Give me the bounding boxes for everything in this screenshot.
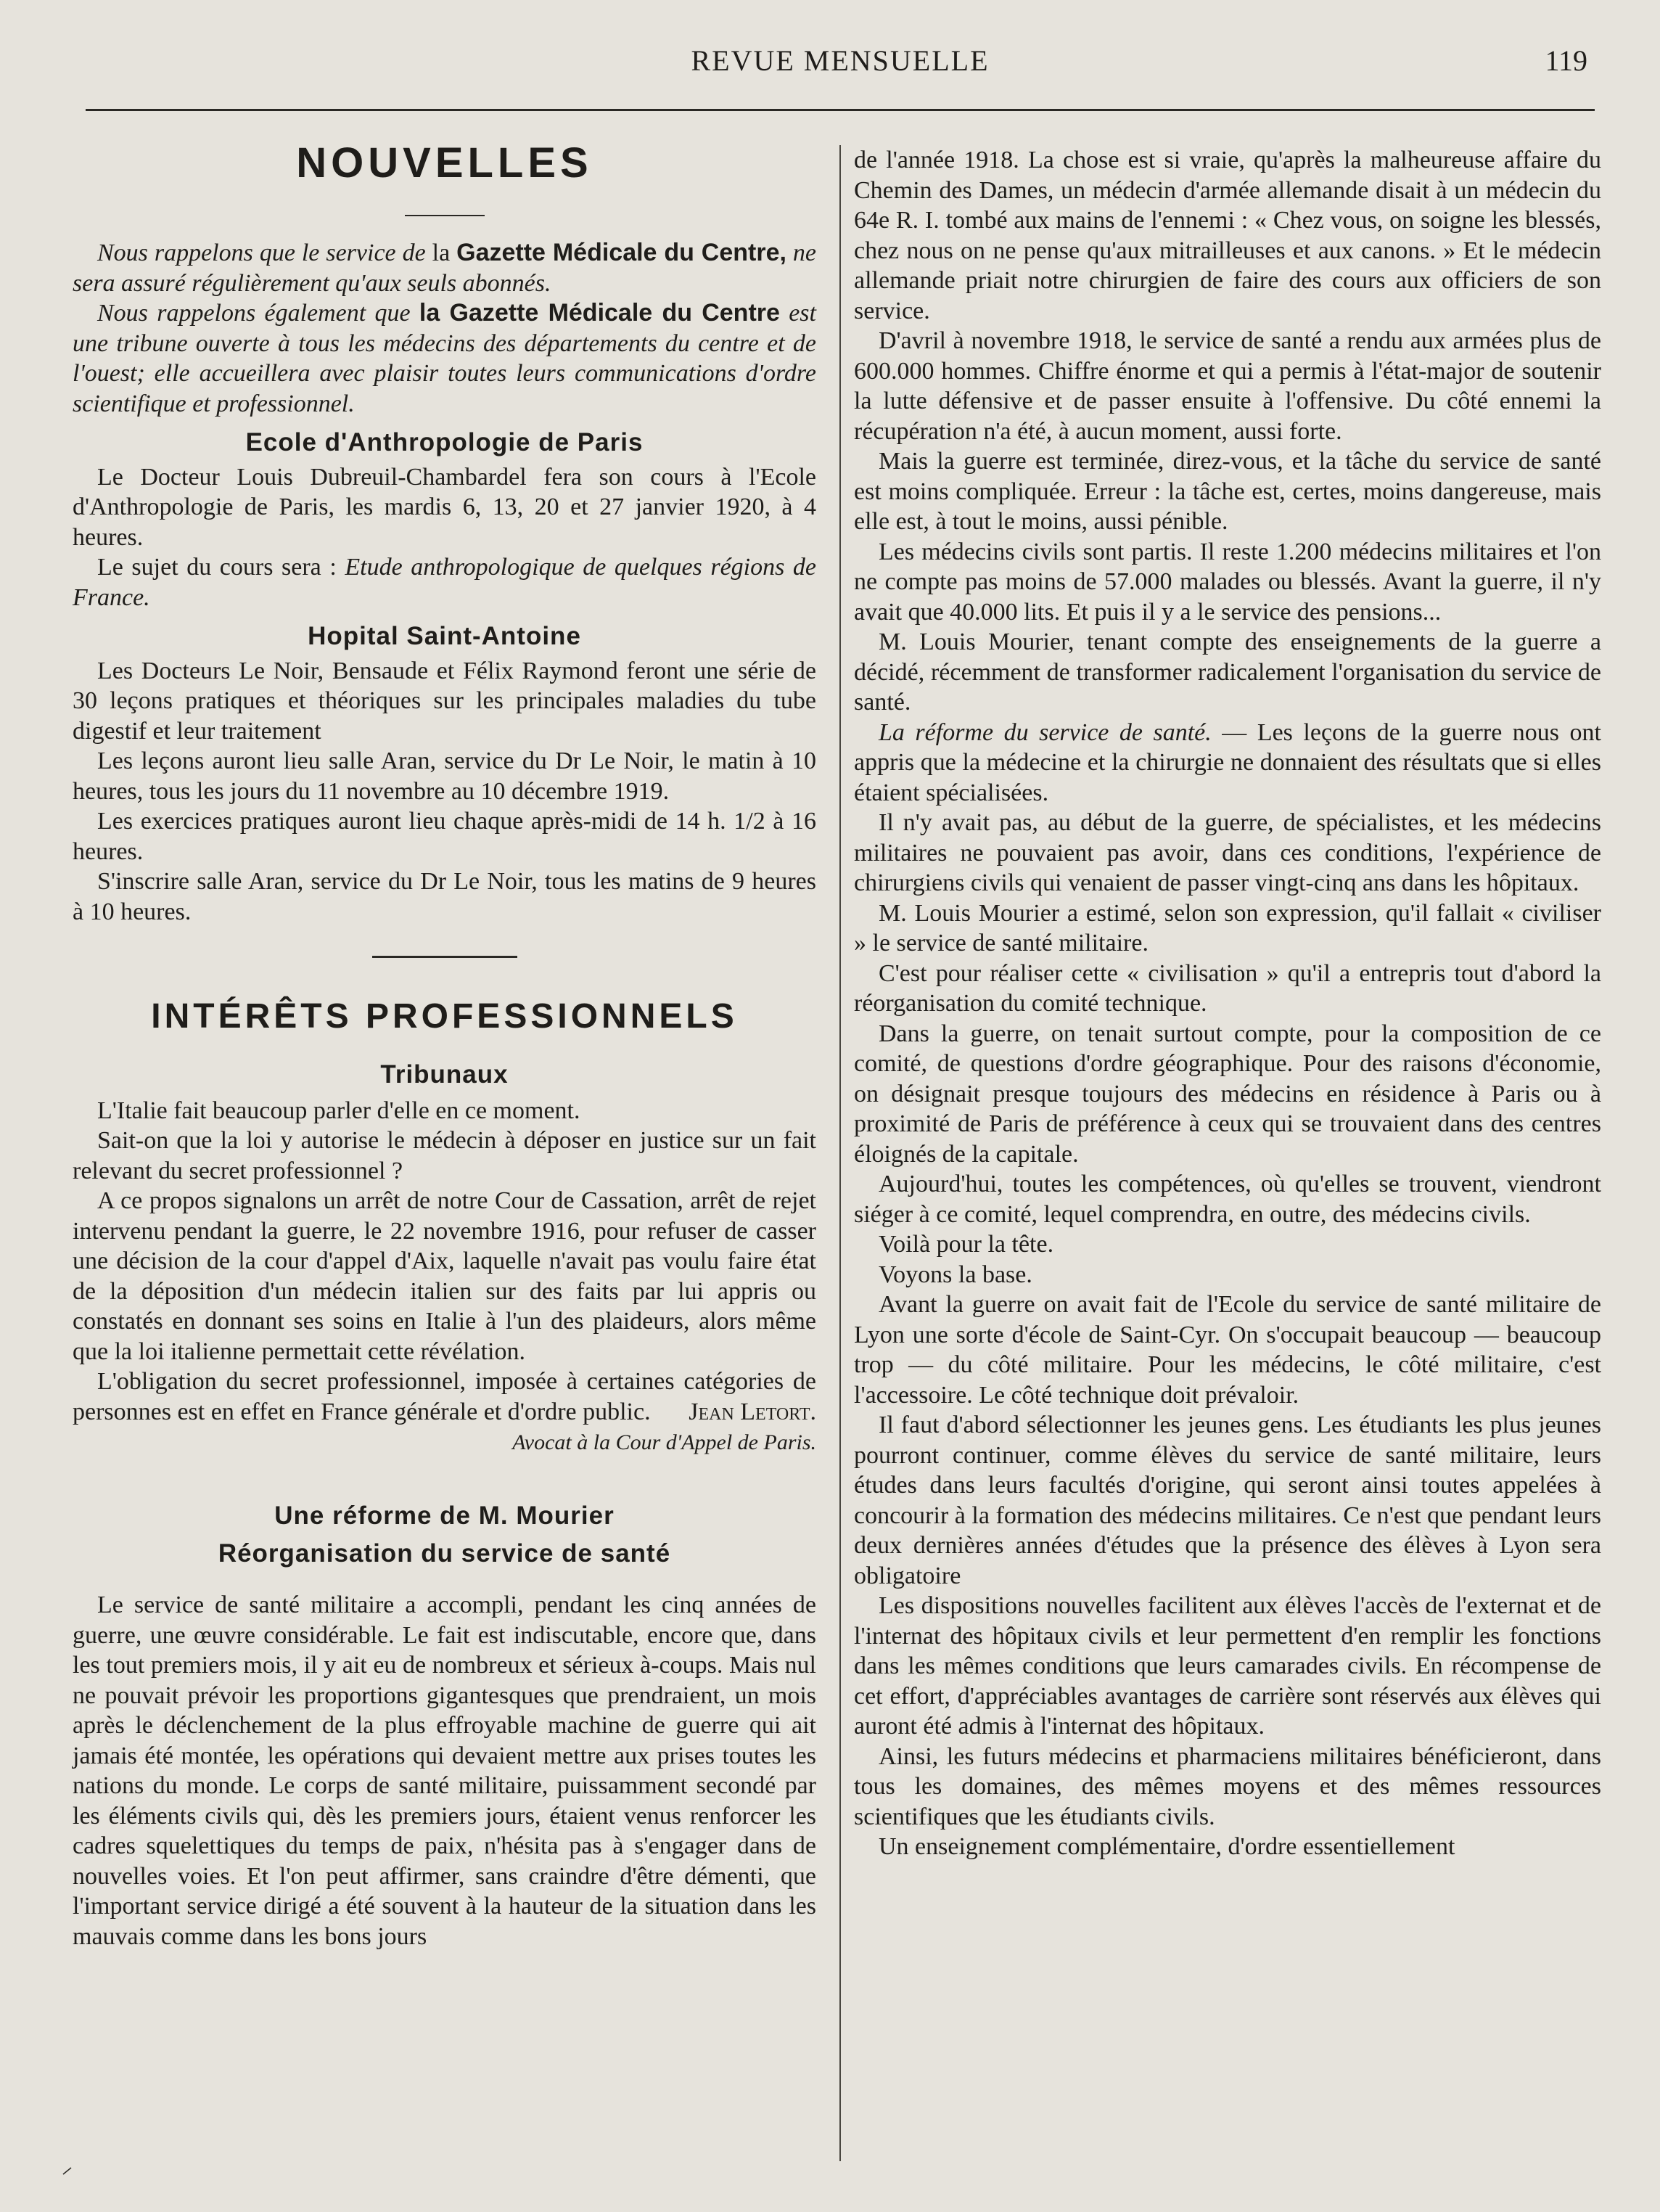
right-column bbox=[854, 145, 1601, 2168]
hopital-paragraph: Les Docteurs Le Noir, Bensaude et Félix Raymond feront une série de 30 leçons pratiques et théoriques sur les principales maladies du tube digestif et leur traitement bbox=[73, 657, 816, 745]
hopital-paragraph: Les exercices pratiques auront lieu chaque après-midi de 14 h. 1/2 à 16 heures. bbox=[73, 808, 816, 865]
nouvelles-p2-a: Nous rappelons également que bbox=[97, 300, 419, 327]
mourier-paragraph: Le service de santé militaire a accompli, pendant les cinq années de guerre, une œuvre considérable. Le fait est indiscutable, encore que, dans les tout premiers mois, il y ait eu de nombreux et sérieux à-coups. Mais nul ne pouvait prévoir les proportions gigantesques que prendraient, un mois après le déclenchement de la plus effroyable machine de guerre qui ait jamais été montée, les opérations qui devaient mettre aux prises toutes les nations du monde. Le corps de santé militaire, puissamment secondé par les éléments civils qui, dès les premiers jours, étaient venus renforcer les cadres squelettiques du temps de paix, n'hésita pas à s'engager dans de nouvelles voies. Et l'on peut affirmer, sans craindre d'être démenti, que l'important service dirigé a été souvent à la hauteur de la situation dans les mauvais comme dans les bons jours bbox=[73, 1592, 816, 1950]
mourier-paragraph: Avant la guerre on avait fait de l'Ecole du service de santé militaire de Lyon une sorte d'école de Saint-Cyr. On s'occupait beaucoup — beaucoup trop — du côté militaire. Pour les médecins, le côté militaire, c'est l'accessoire. Le côté technique doit prévaloir. bbox=[854, 1291, 1601, 1409]
author-role: Avocat à la Cour d'Appel de Paris. bbox=[512, 1430, 816, 1454]
mourier-paragraph: M. Louis Mourier a estimé, selon son expression, qu'il fallait « civiliser » le service de santé militaire. bbox=[854, 899, 1601, 957]
ecole-p2-a: Le sujet du cours sera : bbox=[97, 554, 345, 581]
mourier-paragraph: Voilà pour la tête. bbox=[879, 1231, 1054, 1258]
mourier-paragraph: Ainsi, les futurs médecins et pharmaciens militaires bénéficieront, dans tous les domaines, des mêmes moyens et des mêmes ressources scientifiques que les étudiants civils. bbox=[854, 1742, 1601, 1830]
hopital-paragraph: Les leçons auront lieu salle Aran, service du Dr Le Noir, le matin à 10 heures, tous les jours du 11 novembre au 10 décembre 1919. bbox=[73, 747, 816, 805]
mourier-paragraph: Un enseignement complémentaire, d'ordre essentiellement bbox=[879, 1833, 1455, 1860]
tribunaux-paragraph: L'obligation du secret professionnel, imposée à certaines catégories de personnes est en effet en France générale et d'ordre public. bbox=[73, 1368, 816, 1425]
mourier-paragraph: C'est pour réaliser cette « civilisation » qu'il a entrepris tout d'abord la réorganisation du comité technique. bbox=[854, 959, 1601, 1017]
interets-heading: INTÉRÊTS PROFESSIONNELS bbox=[151, 997, 738, 1036]
mourier-paragraph: D'avril à novembre 1918, le service de santé a rendu aux armées plus de 600.000 hommes. Chiffre énorme et qui a permis à l'état-major de soutenir la lutte défensive et de passer ensuite à l'offensive. Du côté ennemi la récupération n'a été, à aucun moment, aussi forte. bbox=[854, 327, 1601, 445]
mourier-paragraph: Il n'y avait pas, au début de la guerre, de spécialistes, et les médecins militaires ne pouvaient pas avoir, dans ces conditions, l'expérience de chirurgiens civils qui venaient de passer vingt-cinq ans dans les hôpitaux. bbox=[854, 809, 1601, 896]
section-rule bbox=[372, 956, 517, 958]
mourier-paragraph: de l'année 1918. La chose est si vraie, qu'après la malheureuse affaire du Chemin des Dames, un médecin d'armée allemande disait à un médecin du 64e R. I. tombé aux mains de l'ennemi : « Chez vous, on soigne les blessés, chez nous on ne pense qu'aux mitrailleuses et aux canons. » Et le médecin allemande priait notre chirurgien de faire des cours aux officiers de son service. bbox=[854, 147, 1601, 324]
nouvelles-paragraph bbox=[73, 298, 816, 419]
ecole-heading: Ecole d'Anthropologie de Paris bbox=[245, 428, 644, 456]
nouvelles-heading: NOUVELLES bbox=[296, 139, 593, 187]
mourier-p6-b: — Les leçons de la guerre nous ont appris que la médecine et la chirurgie ne donnaient des résultats que si elles étaient spécialisées. bbox=[854, 718, 1601, 806]
pencil-mark bbox=[62, 2166, 73, 2176]
journal-title: REVUE MENSUELLE bbox=[691, 44, 990, 77]
ecole-paragraph bbox=[73, 552, 816, 613]
ecole-course-title: Etude anthropologique de quelques régions de France. bbox=[73, 554, 817, 611]
left-column bbox=[73, 139, 817, 2168]
ecole-paragraph: Le Docteur Louis Dubreuil-Chambardel fera son cours à l'Ecole d'Anthropologie de Paris, les mardis 6, 13, 20 et 27 janvier 1920, à 4 heures. bbox=[73, 463, 816, 551]
page-number: 119 bbox=[1545, 44, 1587, 77]
mourier-paragraph: M. Louis Mourier, tenant compte des enseignements de la guerre a décidé, récemment de transformer radicalement l'organisation du service de santé. bbox=[854, 628, 1601, 716]
reform-title: La réforme du service de santé. bbox=[879, 718, 1212, 746]
tribunaux-paragraph: Sait-on que la loi y autorise le médecin à déposer en justice sur un fait relevant du secret professionnel ? bbox=[73, 1127, 816, 1184]
nouvelles-paragraph bbox=[73, 238, 816, 298]
mourier-paragraph: Mais la guerre est terminée, direz-vous, et la tâche du service de santé est moins compliquée. Erreur : la tâche est, certes, moins dangereuse, mais elle est, à tout le moins, aussi pénible. bbox=[854, 448, 1601, 535]
nouvelles-p1-a: Nous rappelons que le service de bbox=[97, 239, 432, 266]
author-signature: Jean Letort. bbox=[689, 1398, 816, 1425]
gazette-name: Gazette Médicale du Centre bbox=[449, 299, 780, 327]
mourier-heading: Une réforme de M. Mourier bbox=[274, 1502, 615, 1530]
tribunaux-paragraph: A ce propos signalons un arrêt de notre Cour de Cassation, arrêt de rejet intervenu pendant la guerre, le 22 novembre 1916, pour refuser de casser une décision de la cour d'appel d'Aix, laquelle n'avait pas voulu faire état de la déposition d'un médecin italien sur des faits par lui appris ou constatés en donnant ses soins en Italie à l'un des plaideurs, alors même que la loi italienne permettait cette révélation. bbox=[73, 1187, 816, 1365]
tribunaux-heading: Tribunaux bbox=[380, 1060, 509, 1089]
column-divider bbox=[839, 145, 841, 2161]
mourier-paragraph: Aujourd'hui, toutes les compétences, où qu'elles se trouvent, viendront siéger à ce comité, lequel comprendra, en outre, des médecins civils. bbox=[854, 1171, 1601, 1228]
header-rule bbox=[86, 109, 1595, 111]
section-rule bbox=[405, 215, 485, 216]
mourier-paragraph: Il faut d'abord sélectionner les jeunes gens. Les étudiants les plus jeunes pourront continuer, comme élèves du service de santé militaire, leurs études dans leurs facultés d'origine, qui seront ainsi toutes appelées à concourir à la formation des médecins militaires. Ce n'est que pendant leurs deux dernières années d'études que la présence des élèves à Lyon sera obligatoire bbox=[854, 1412, 1601, 1589]
hopital-heading: Hopital Saint-Antoine bbox=[308, 622, 581, 650]
mourier-paragraph: Les dispositions nouvelles facilitent aux élèves l'accès de l'externat et de l'internat des hôpitaux civils et leur permettent d'en remplir les fonctions dans les mêmes conditions que leurs camarades civils. En récompense de cet effort, d'appréciables avantages de carrière sont réservés aux élèves qui auront été admis à l'internat des hôpitaux. bbox=[854, 1592, 1601, 1740]
nouvelles-p1-b: la bbox=[432, 239, 457, 266]
nouvelles-p2-d: est une tribune ouverte à tous les médecins des départements du centre et de l'ouest; elle accueillera avec plaisir toutes leurs communications d'ordre scientifique et professionnel. bbox=[73, 300, 816, 417]
mourier-paragraph: Dans la guerre, on tenait surtout compte, pour la composition de ce comité, de questions d'ordre géographique. Pour des raisons d'économie, on désignait presque toujours des médecins en résidence à Paris ou à proximité de Paris de préférence à ceux qui se trouvaient dans des centres éloignés de la capitale. bbox=[854, 1020, 1601, 1168]
nouvelles-p1-d: ne sera assuré régulièrement qu'aux seuls abonnés. bbox=[73, 239, 816, 297]
gazette-name: Gazette Médicale du Centre, bbox=[456, 239, 786, 266]
mourier-paragraph bbox=[854, 718, 1601, 808]
nouvelles-p2-b: la bbox=[419, 299, 450, 327]
mourier-subheading: Réorganisation du service de santé bbox=[218, 1539, 671, 1568]
tribunaux-paragraph: L'Italie fait beaucoup parler d'elle en ce moment. bbox=[97, 1097, 580, 1124]
mourier-paragraph: Voyons la base. bbox=[879, 1261, 1032, 1288]
running-head bbox=[86, 44, 1595, 87]
hopital-paragraph: S'inscrire salle Aran, service du Dr Le Noir, tous les matins de 9 heures à 10 heures. bbox=[73, 868, 816, 925]
mourier-paragraph: Les médecins civils sont partis. Il reste 1.200 médecins militaires et l'on ne compte pas moins de 57.000 malades ou blessés. Avant la guerre, il n'y avait que 40.000 lits. Et puis il y a le service des pensions... bbox=[854, 538, 1601, 626]
